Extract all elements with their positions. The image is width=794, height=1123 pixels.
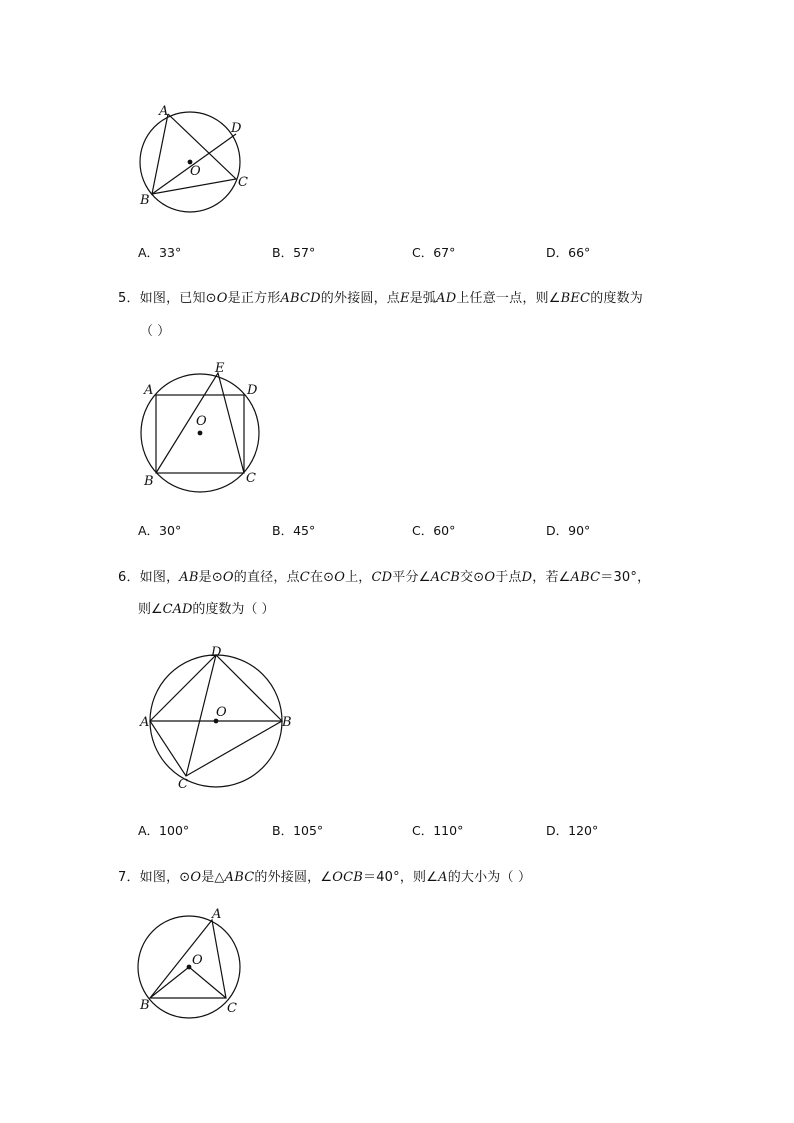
q6-label-c: C bbox=[178, 777, 188, 792]
q6-text: 上， bbox=[345, 570, 372, 585]
q6-var: CD bbox=[371, 570, 393, 585]
q6-line-cd bbox=[186, 655, 216, 776]
q6-var: O bbox=[334, 570, 346, 585]
q7-label-c: C bbox=[227, 1001, 237, 1016]
q6-var: D bbox=[521, 570, 533, 585]
q5-number: 5． bbox=[118, 291, 140, 306]
q4-label-b: B bbox=[140, 193, 150, 208]
q4-label-o: O bbox=[190, 164, 201, 179]
q5-option-d[interactable]: D．90° bbox=[546, 523, 591, 538]
q5-text: 上任意一点，则∠ bbox=[456, 291, 561, 306]
q6-var: O bbox=[484, 570, 496, 585]
q6-text: 于点 bbox=[495, 570, 522, 585]
q7-var: O bbox=[190, 870, 202, 885]
q4-option-c[interactable]: C．67° bbox=[412, 245, 456, 260]
q6-text: 平分∠ bbox=[392, 570, 431, 585]
q5-option-a[interactable]: A．30° bbox=[138, 523, 182, 538]
q7-text: 的外接圆，∠ bbox=[254, 870, 333, 885]
q5-label-e: E bbox=[215, 361, 225, 376]
q6-text[interactable]: 的度数为（ ） bbox=[192, 602, 275, 617]
q6-var: AB bbox=[179, 570, 199, 585]
q5-text: 是弧 bbox=[409, 291, 437, 306]
q6-text: 的直径，点 bbox=[233, 570, 300, 585]
q7-var: ABC bbox=[224, 870, 255, 885]
q5-label-d: D bbox=[247, 383, 258, 398]
q6-text: 是⊙ bbox=[198, 570, 223, 585]
q5-var: AD bbox=[436, 291, 457, 306]
q5-label-a: A bbox=[144, 383, 154, 398]
q6-var: O bbox=[222, 570, 234, 585]
q5-var: ABCD bbox=[280, 291, 321, 306]
q6-var: ABC bbox=[570, 570, 601, 585]
q7-center-dot bbox=[187, 965, 192, 970]
q6-var: ACB bbox=[430, 570, 461, 585]
q6-label-b: B bbox=[282, 715, 292, 730]
q5-label-c: C bbox=[246, 471, 256, 486]
q5-text: 是正方形 bbox=[227, 291, 281, 306]
q7-text[interactable]: 的大小为（ ） bbox=[447, 870, 532, 885]
q6-label-o: O bbox=[216, 705, 227, 720]
q6-option-d[interactable]: D．120° bbox=[546, 823, 599, 838]
q6-option-c[interactable]: C．110° bbox=[412, 823, 464, 838]
q7-stem bbox=[118, 866, 531, 885]
q5-text: 的外接圆，点 bbox=[320, 291, 400, 306]
q7-figure bbox=[130, 906, 260, 1021]
q5-option-c[interactable]: C．60° bbox=[412, 523, 456, 538]
q5-stem bbox=[118, 287, 643, 306]
q5-var: E bbox=[400, 291, 410, 306]
q6-option-b[interactable]: B．105° bbox=[272, 823, 324, 838]
q6-figure bbox=[138, 642, 298, 794]
q4-triangle bbox=[152, 114, 236, 194]
q5-options bbox=[138, 521, 698, 539]
q6-text: 交⊙ bbox=[460, 570, 485, 585]
q5-var: O bbox=[216, 291, 228, 306]
q6-text: ＝30°， bbox=[600, 570, 651, 585]
q5-figure bbox=[130, 355, 270, 495]
q6-option-a[interactable]: A．100° bbox=[138, 823, 190, 838]
q7-triangle-abc bbox=[150, 920, 226, 998]
q4-figure bbox=[130, 100, 260, 215]
q6-label-d: D bbox=[211, 645, 222, 660]
q6-number: 6． bbox=[118, 570, 140, 585]
q6-var: CAD bbox=[162, 602, 193, 617]
q7-label-b: B bbox=[140, 998, 150, 1013]
q6-text: 如图， bbox=[139, 570, 180, 585]
q7-number: 7． bbox=[118, 870, 140, 885]
q4-label-d: D bbox=[231, 121, 242, 136]
q5-text: 如图，已知⊙ bbox=[139, 291, 217, 306]
q6-label-a: A bbox=[140, 715, 150, 730]
q7-label-o: O bbox=[192, 953, 203, 968]
q4-option-d[interactable]: D．66° bbox=[546, 245, 591, 260]
q6-text: ，若∠ bbox=[532, 570, 571, 585]
q5-label-b: B bbox=[144, 474, 154, 489]
q6-text: 则∠ bbox=[138, 602, 163, 617]
q6-stem-line1 bbox=[118, 566, 650, 585]
q6-stem-line2 bbox=[138, 598, 275, 617]
q5-option-b[interactable]: B．45° bbox=[272, 523, 316, 538]
q4-option-b[interactable]: B．57° bbox=[272, 245, 316, 260]
q5-var: BEC bbox=[560, 291, 591, 306]
q7-label-a: A bbox=[212, 907, 222, 922]
q4-label-a: A bbox=[159, 104, 169, 119]
q4-option-a[interactable]: A．33° bbox=[138, 245, 182, 260]
q5-answer-bracket[interactable]: （ ） bbox=[140, 324, 171, 339]
q7-radii-ob-oc bbox=[150, 967, 226, 998]
q7-text: 如图，⊙ bbox=[139, 870, 191, 885]
q4-label-c: C bbox=[238, 175, 248, 190]
q6-text: 在⊙ bbox=[309, 570, 335, 585]
q7-text: ＝40°，则∠ bbox=[363, 870, 439, 885]
q7-var: OCB bbox=[332, 870, 363, 885]
q5-text: 的度数为 bbox=[590, 291, 643, 306]
q6-options bbox=[138, 821, 698, 839]
q6-var: C bbox=[299, 570, 310, 585]
q4-options bbox=[138, 243, 698, 261]
q7-var: A bbox=[438, 870, 448, 885]
q7-text: 是△ bbox=[201, 870, 225, 885]
q5-center-dot bbox=[198, 431, 203, 436]
q5-label-o: O bbox=[196, 414, 207, 429]
